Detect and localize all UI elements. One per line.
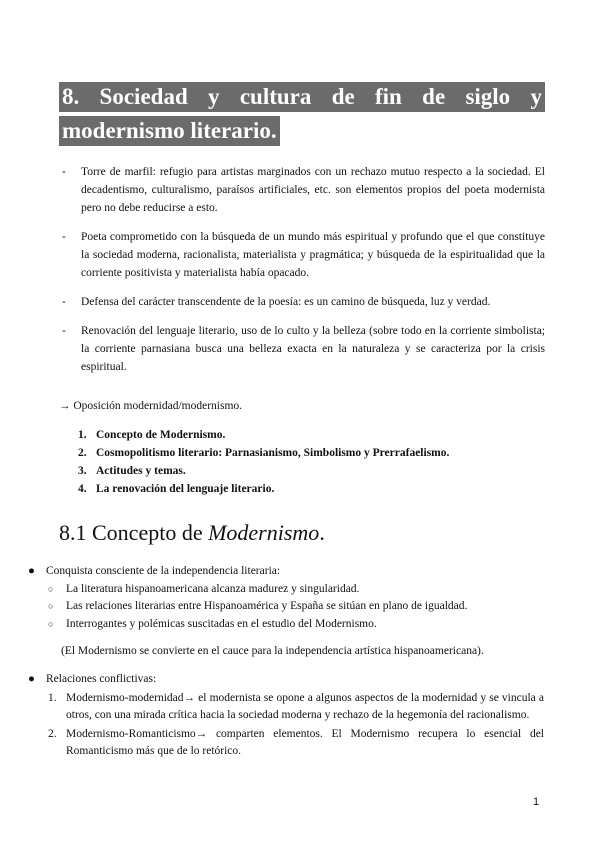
bullet-item [24,671,544,689]
oposicion-note: → Oposición modernidad/modernismo. [59,400,243,412]
title-line-2: modernismo literario. [59,116,280,146]
item-number: 3. [78,465,87,477]
sub-bullet-item [24,581,544,599]
sub-bullet-text: Las relaciones literarias entre Hispanoamérica y España se sitúan en plano de igualdad. [66,600,468,612]
section-heading-text: 8.1 Concepto de [59,520,209,545]
item-number: 4. [78,483,87,495]
list-item [24,726,544,761]
list-item-text: Poeta comprometido con la búsqueda de un mundo más espiritual y profundo que el que constituye la sociedad moderna, racionalista, materialista y pragmática; y búsqueda de la espiritualidad que la corriente positivista y materialista había opacado. [81,231,545,279]
sub-bullet-item [24,616,544,634]
contents-item [78,480,538,498]
item-number: 1. [48,691,57,704]
list-item [59,322,545,376]
dash-icon: - [62,296,66,308]
bullet-block-independencia [24,563,544,661]
circle-bullet-icon: ○ [48,618,54,629]
item-text: Cosmopolitismo literario: Parnasianismo, Simbolismo y Prerrafaelismo. [96,447,450,459]
list-item [59,163,545,217]
page-number: 1 [533,796,540,808]
section-heading [59,518,325,548]
item-text: Actitudes y temas. [96,465,186,477]
bullet-block-relaciones [24,671,544,761]
list-item [59,293,545,311]
item-text: Modernismo-Romanticismo→ comparten elementos. El Modernismo recupera lo esencial del Romanticismo más que de lo retórico. [66,727,544,757]
contents-item [78,426,538,444]
page-title [59,82,545,146]
item-text: Modernismo-modernidad→ el modernista se opone a algunos aspectos de la modernidad y se vincula a otros, con una mirada crítica hacia la sociedad moderna y rechazo de la hegemonía del racionalismo. [66,691,544,721]
bullet-icon: ● [28,673,35,685]
circle-bullet-icon: ○ [48,601,54,611]
list-item [59,228,545,282]
contents-item [78,444,538,462]
sub-bullet-text: La literatura hispanoamericana alcanza madurez y singularidad. [66,582,360,595]
item-number: 2. [48,727,57,740]
dash-list [59,163,545,387]
contents-list [78,426,538,498]
bullet-text: Conquista consciente de la independencia literaria: [46,565,281,577]
item-text: Concepto de Modernismo. [96,429,226,441]
dash-icon: - [62,166,66,178]
list-item [24,690,544,725]
circle-bullet-icon: ○ [48,583,54,594]
section-heading-dot: . [319,520,325,545]
list-item-text: Torre de marfil: refugio para artistas marginados con un rechazo mutuo respecto a la sociedad. El decadentismo, culturalismo, paraísos artificiales, etc. son elementos propios del poeta modernista pero no debe reducirse a esto. [81,166,545,214]
list-item-text: Defensa del carácter transcendente de la poesía: es un camino de búsqueda, luz y verdad. [81,296,491,308]
item-text: La renovación del lenguaje literario. [96,483,275,495]
sub-bullet-item [24,598,544,616]
list-item-text: Renovación del lenguaje literario, uso de lo culto y la belleza (sobre todo en la corriente simbolista; la corriente parnasiana busca una belleza exacta en la naturaleza y se caracteriza por la crisis espiritual. [81,325,545,373]
dash-icon: - [62,231,66,243]
item-number: 2. [78,447,87,459]
bullet-item [24,563,544,581]
sub-bullet-text: Interrogantes y polémicas suscitadas en el estudio del Modernismo. [66,617,377,630]
bullet-icon: ● [28,565,35,577]
item-number: 1. [78,429,87,441]
title-line-1: 8. Sociedad y cultura de fin de siglo y [59,82,545,112]
bullet-text: Relaciones conflictivas: [46,673,157,685]
relaciones-list [24,690,544,761]
dash-icon: - [62,325,66,337]
section-heading-italic: Modernismo [208,520,320,545]
contents-item [78,462,538,480]
parenthetical-note: (El Modernismo se convierte en el cauce para la independencia artística hispanoamericana). [61,645,484,657]
